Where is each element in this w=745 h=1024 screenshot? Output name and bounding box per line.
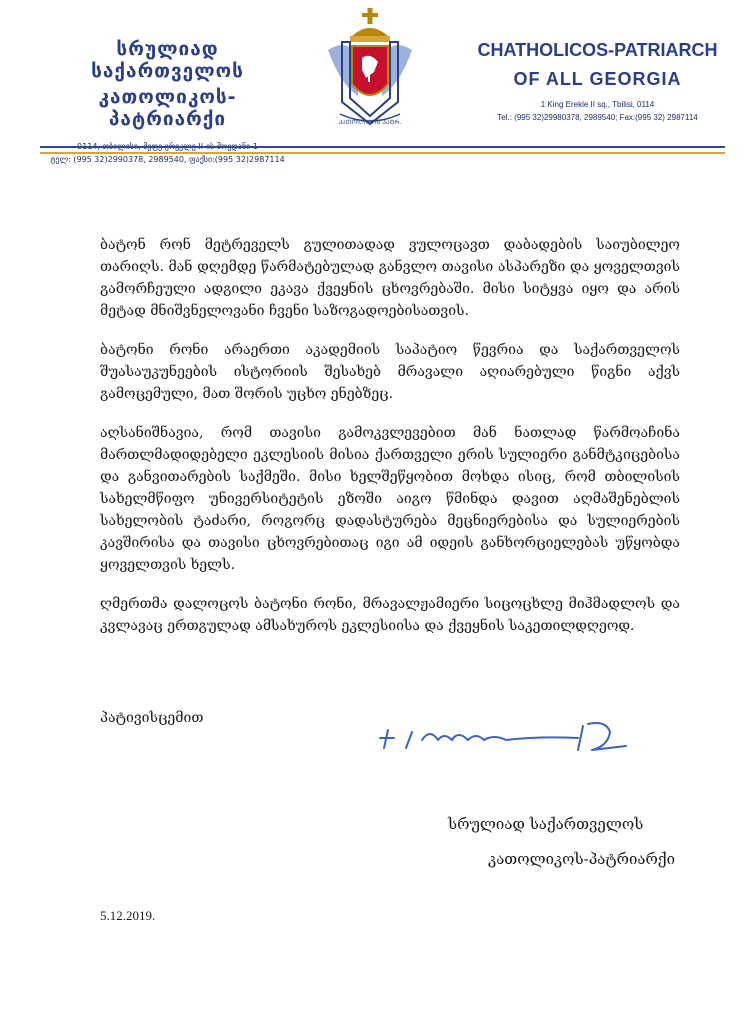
handwritten-signature: [378, 712, 638, 762]
header-right-title-line1: CHATHOLICOS-PATRIARCH: [477, 40, 718, 60]
signatory-line-2: კათოლიკოს-პატრიარქი: [488, 850, 675, 868]
paragraph-1: ბატონ რონ მეტრეველს გულითადად ვულოცავთ დაბადების საიუბილეო თარიღს. მან დღემდე წარმატებულად განვლო თავისი ასპარეზი და ყოველთვის გამორჩეული ადგილი ეკავა ქვეყნის ცხოვრებაში. მისი სიტყვა იყო და არის მეტად მნიშვნელოვანი ჩვენი საზოგადოებისათვის.: [100, 237, 680, 319]
header-right-title-line2: OF ALL GEORGIA: [513, 69, 682, 89]
header-right: [470, 40, 725, 122]
paragraph-4: ღმერთმა დალოცოს ბატონი რონი, მრავალჟამიერი სიცოცხლე მიჰმადლოს და კვლავაც ერთგულად ამსახუროს ეკლესიისა და ქვეყნის საკეთილდღეოდ.: [100, 596, 680, 634]
header-rule-gold: [40, 152, 725, 154]
paragraph-2: ბატონი რონი არაერთი აკადემიის საპატიო წევრია და საქართველოს შუასაუკუნეების ისტორიის შესახებ მრავალი აღიარებული წიგნი აქვს გამოცემული, მათ შორის უცხო ენებზეც.: [100, 342, 680, 402]
letter-body: [100, 234, 680, 654]
header-left-title-line2: კათოლიკოს-პატრიარქი: [98, 86, 237, 130]
emblem-caption: ᲙᲐᲗᲝᲚᲘᲙᲝᲡ ᲞᲐᲢᲠ.: [338, 119, 402, 126]
header-left-title-line1: სრულიად საქართველოს: [91, 38, 244, 82]
letter-date: 5.12.2019.: [100, 908, 156, 923]
patriarchate-emblem-icon: [320, 6, 420, 134]
closing-salutation: პატივისცემით: [100, 710, 204, 726]
header-rule-blue: [40, 146, 725, 148]
header-right-address: 1 King Erekle II sq., Tbilisi, 0114: [540, 100, 655, 109]
paragraph-3: აღსანიშნავია, რომ თავისი გამოკვლევებით მან ნათლად წარმოაჩინა მართლმადიდებელი ეკლესიის მისია ქართველი ერის სულიერი განმტკიცებისა და განვითარების საქმეში. მისი ხელშეწყობით მოხდა ისიც, რომ თბილისის სახელმწიფო უნივერსიტეტის ეზოში აიგო წმინდა დავით აღმაშენებლის სახელობის ტაძარი, როგორც დადასტურება მეცნიერებისა და სულიერების კავშირისა და თავისი ცხოვრებითაც იგი ამ იდეის განხორციელებას უწყობდა ყოველთვის ხელს.: [100, 425, 680, 573]
signatory-line-1: სრულიად საქართველოს: [448, 815, 644, 833]
header-right-phones: Tel.: (995 32)29980378, 2989540; Fax:(995 32) 2987114: [497, 113, 698, 122]
header-left-phones: ტელ: (995 32)2990378, 2989540, ფაქსი:(995 32)2987114: [50, 155, 285, 164]
